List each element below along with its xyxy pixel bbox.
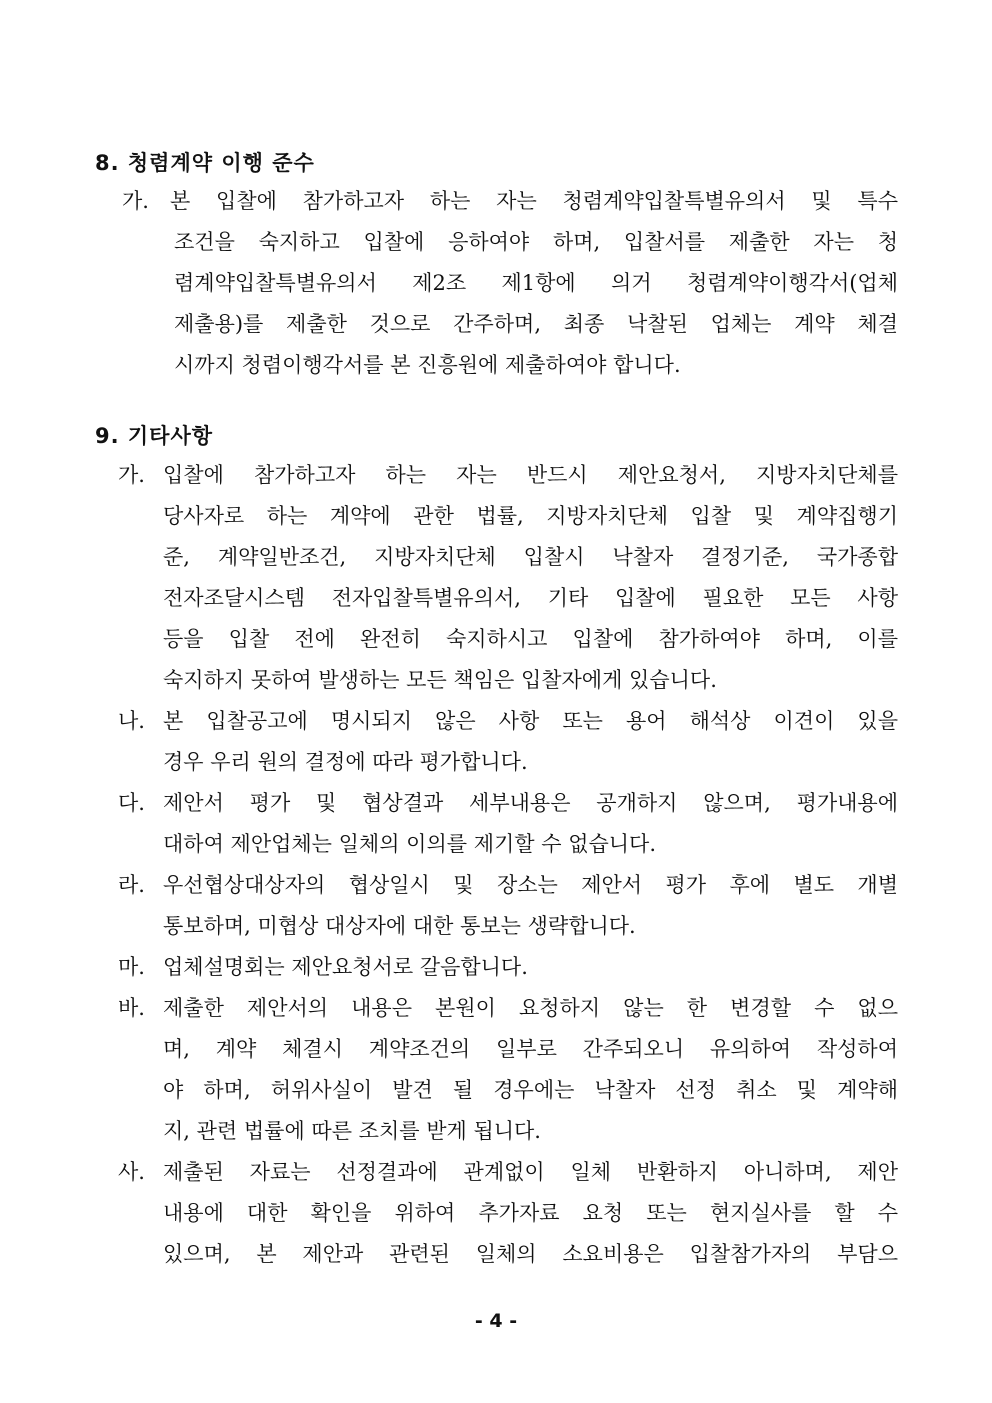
section-8-heading: 8. 청렴계약 이행 준수 xyxy=(95,151,315,175)
item-marker: 바. xyxy=(118,996,145,1020)
item-line: 제안서 평가 및 협상결과 세부내용은 공개하지 않으며, 평가내용에 xyxy=(163,791,898,815)
section-9-item-na xyxy=(118,701,898,783)
item-marker: 가. xyxy=(122,189,149,213)
section-9-item-ga xyxy=(118,455,898,701)
item-line: 제출한 제안서의 내용은 본원이 요청하지 않는 한 변경할 수 없으 xyxy=(163,996,898,1020)
item-line: 제출용)를 제출한 것으로 간주하며, 최종 낙찰된 업체는 계약 체결 xyxy=(174,312,898,336)
item-marker: 라. xyxy=(118,873,145,897)
item-body xyxy=(163,701,898,783)
section-9-item-sa xyxy=(118,1152,898,1275)
section-9-item-ma xyxy=(118,947,898,988)
item-body xyxy=(170,181,898,386)
section-9-heading: 9. 기타사항 xyxy=(95,424,214,448)
item-body xyxy=(163,455,898,701)
section-8-item-ga xyxy=(122,181,898,386)
item-line: 시까지 청렴이행각서를 본 진흥원에 제출하여야 합니다. xyxy=(174,353,681,377)
section-9-item-da xyxy=(118,783,898,865)
item-line: 대하여 제안업체는 일체의 이의를 제기할 수 없습니다. xyxy=(163,832,657,856)
item-line: 등을 입찰 전에 완전히 숙지하시고 입찰에 참가하여야 하며, 이를 xyxy=(163,627,898,651)
item-line: 준, 계약일반조건, 지방자치단체 입찰시 낙찰자 결정기준, 국가종합 xyxy=(163,545,898,569)
item-line: 조건을 숙지하고 입찰에 응하여야 하며, 입찰서를 제출한 자는 청 xyxy=(174,230,898,254)
item-line: 며, 계약 체결시 계약조건의 일부로 간주되오니 유의하여 작성하여 xyxy=(163,1037,898,1061)
item-line: 내용에 대한 확인을 위하여 추가자료 요청 또는 현지실사를 할 수 xyxy=(163,1201,898,1225)
page-number: - 4 - xyxy=(474,1310,518,1332)
item-line: 입찰에 참가하고자 하는 자는 반드시 제안요청서, 지방자치단체를 xyxy=(163,463,898,487)
item-line: 숙지하지 못하여 발생하는 모든 책임은 입찰자에게 있습니다. xyxy=(163,668,717,692)
item-line: 통보하며, 미협상 대상자에 대한 통보는 생략합니다. xyxy=(163,914,636,938)
item-body xyxy=(163,1152,898,1275)
item-line: 지, 관련 법률에 따른 조치를 받게 됩니다. xyxy=(163,1119,541,1143)
item-line: 업체설명회는 제안요청서로 갈음합니다. xyxy=(163,955,528,979)
item-marker: 사. xyxy=(118,1160,145,1184)
item-body xyxy=(163,988,898,1152)
section-9-item-ra xyxy=(118,865,898,947)
item-line: 경우 우리 원의 결정에 따라 평가합니다. xyxy=(163,750,528,774)
item-line: 렴계약입찰특별유의서 제2조 제1항에 의거 청렴계약이행각서(업체 xyxy=(174,271,898,295)
item-line: 있으며, 본 제안과 관련된 일체의 소요비용은 입찰참가자의 부담으 xyxy=(163,1242,898,1266)
item-marker: 가. xyxy=(118,463,145,487)
item-marker: 나. xyxy=(118,709,145,733)
item-line: 야 하며, 허위사실이 발견 될 경우에는 낙찰자 선정 취소 및 계약해 xyxy=(163,1078,898,1102)
item-marker: 마. xyxy=(118,955,145,979)
item-line: 제출된 자료는 선정결과에 관계없이 일체 반환하지 아니하며, 제안 xyxy=(163,1160,898,1184)
item-body xyxy=(163,783,898,865)
item-line: 당사자로 하는 계약에 관한 법률, 지방자치단체 입찰 및 계약집행기 xyxy=(163,504,898,528)
item-marker: 다. xyxy=(118,791,145,815)
item-line: 본 입찰에 참가하고자 하는 자는 청렴계약입찰특별유의서 및 특수 xyxy=(170,189,898,213)
item-body xyxy=(163,947,898,988)
item-line: 전자조달시스템 전자입찰특별유의서, 기타 입찰에 필요한 모든 사항 xyxy=(163,586,898,610)
item-body xyxy=(163,865,898,947)
item-line: 우선협상대상자의 협상일시 및 장소는 제안서 평가 후에 별도 개별 xyxy=(163,873,898,897)
section-9-item-ba xyxy=(118,988,898,1152)
item-line: 본 입찰공고에 명시되지 않은 사항 또는 용어 해석상 이견이 있을 xyxy=(163,709,898,733)
